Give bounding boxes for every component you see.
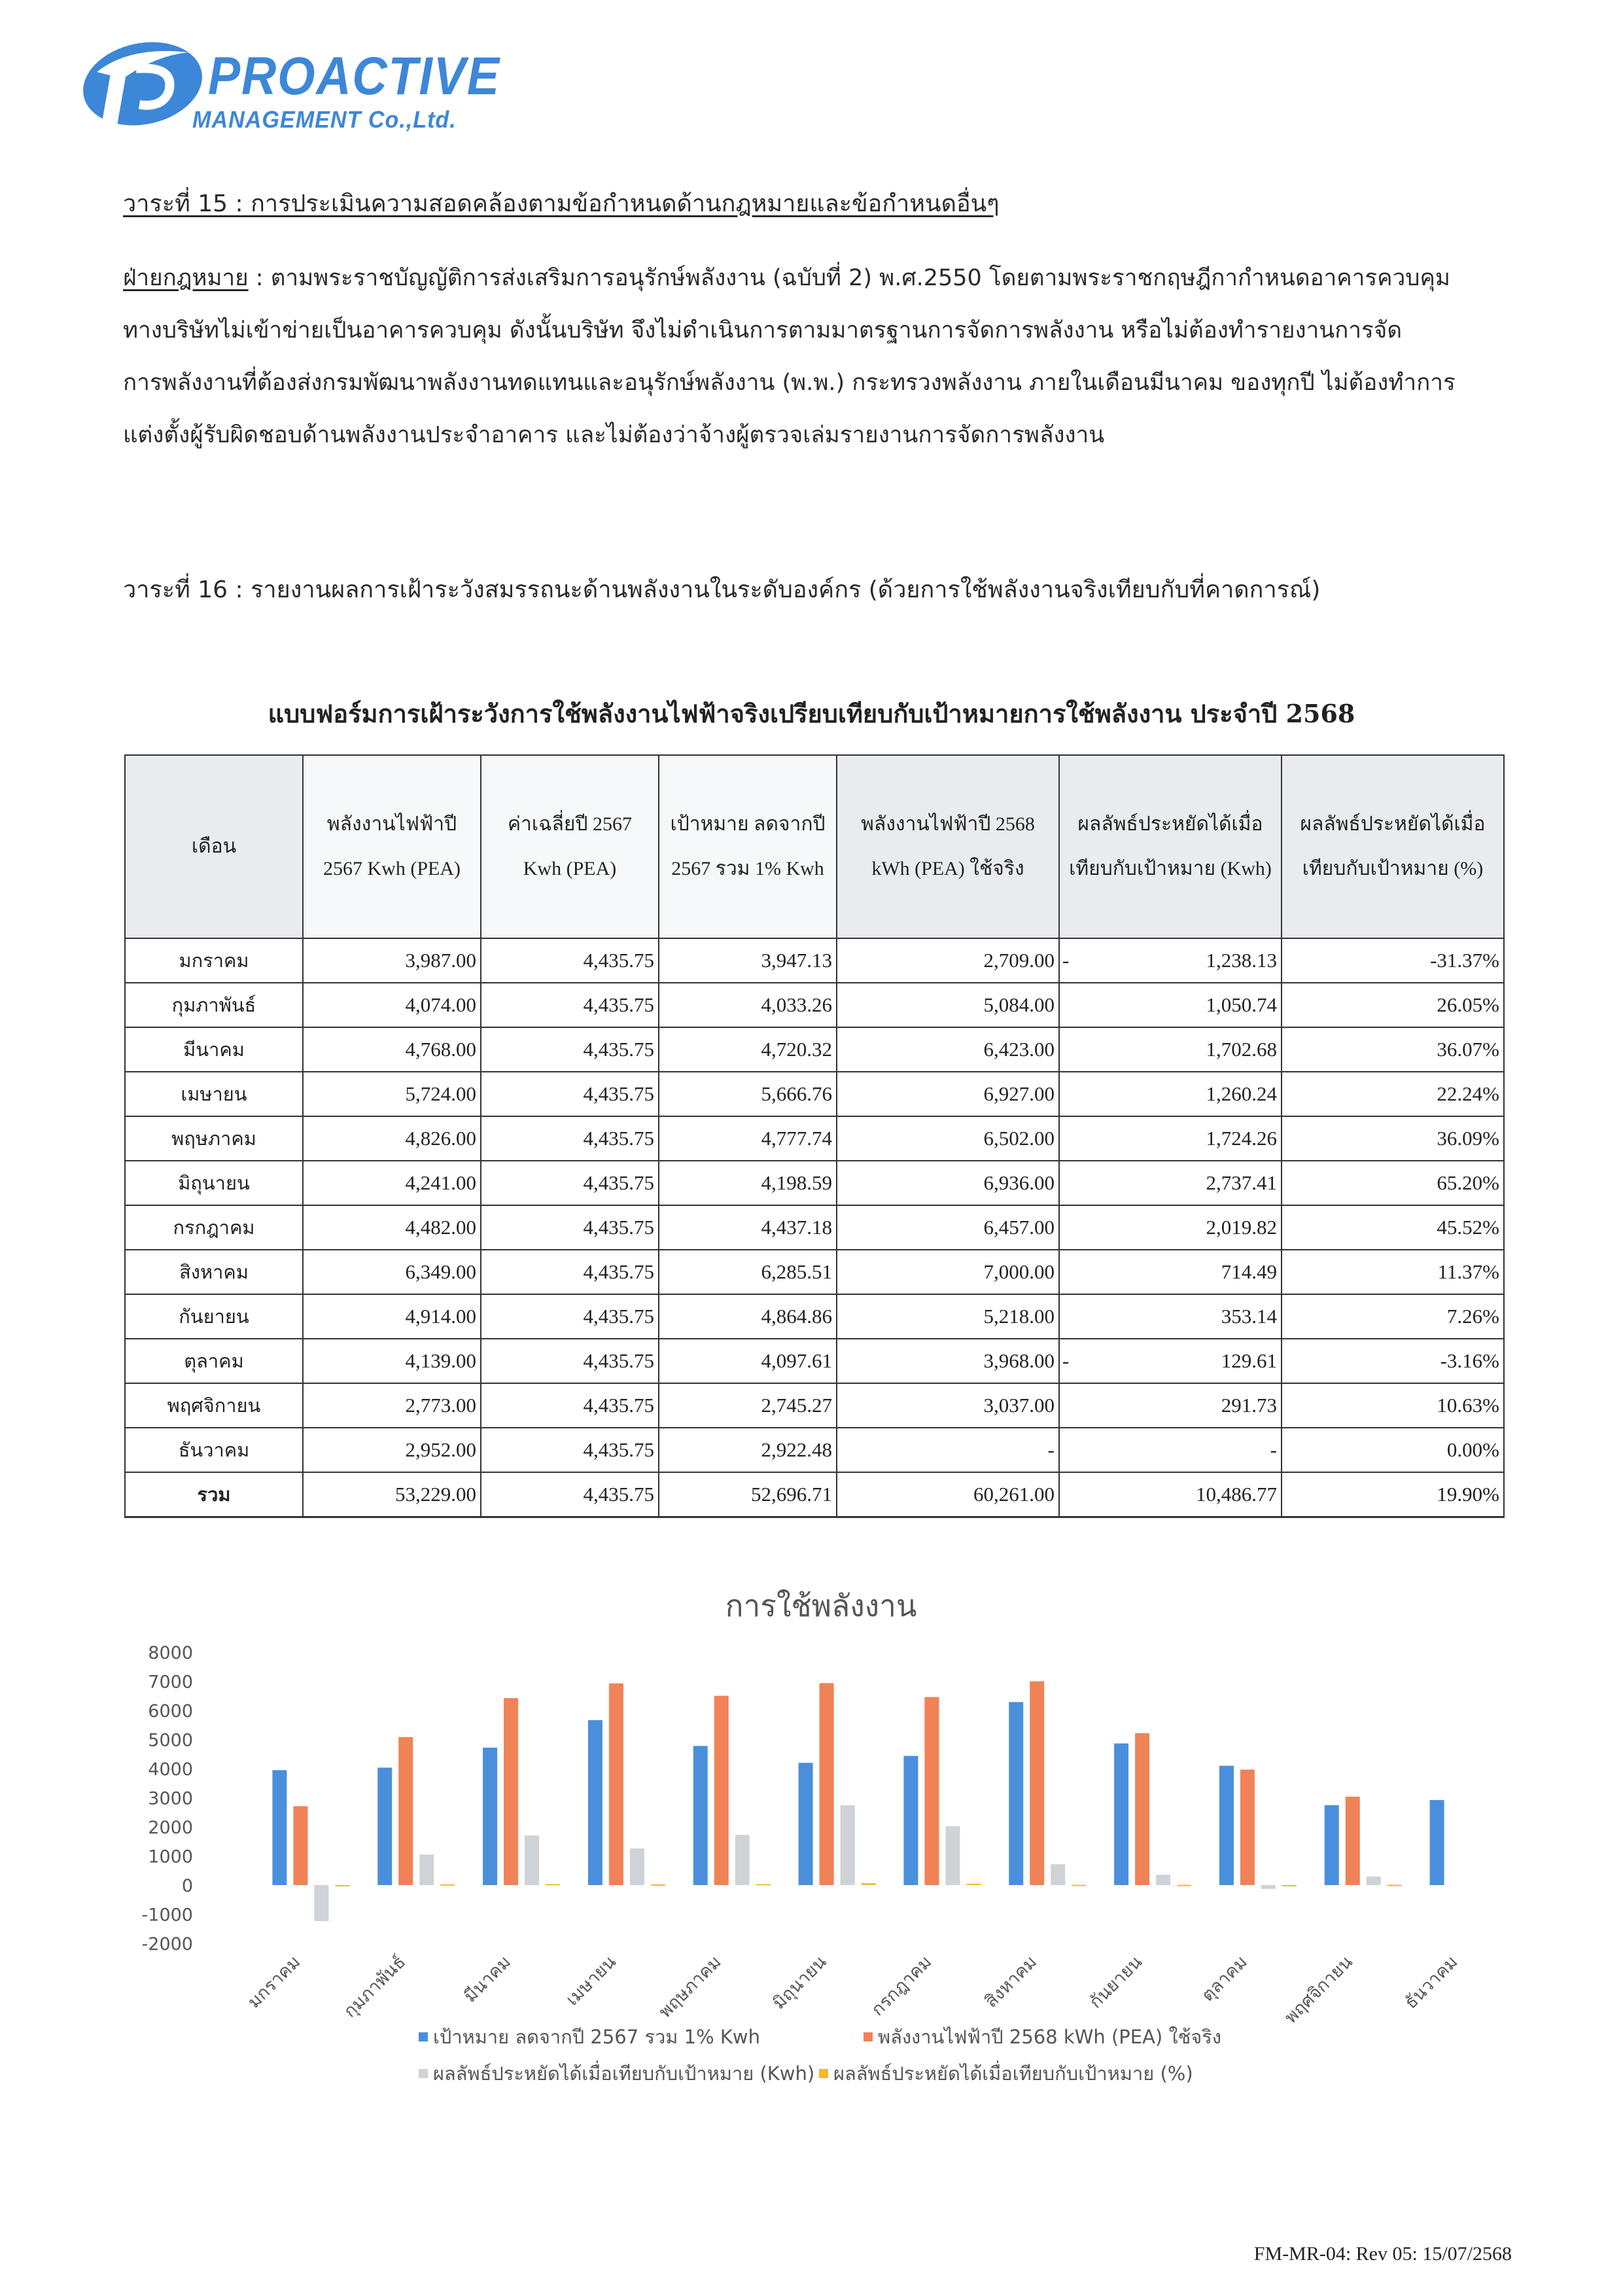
- y2567-cell: 4,914.00: [303, 1294, 481, 1339]
- savings-percent-cell: 36.07%: [1282, 1027, 1504, 1072]
- savings-kwh-value: 1,702.68: [1206, 1038, 1277, 1061]
- savings-kwh-cell: [1059, 1294, 1282, 1339]
- bar-savings-percent: [756, 1884, 771, 1885]
- savings-kwh-value: 353.14: [1221, 1305, 1277, 1328]
- header-actual-2568: พลังงานไฟฟ้าปี 2568 kWh (PEA) ใช้จริง: [837, 755, 1059, 938]
- bar-target: [588, 1720, 602, 1885]
- y-tick-label: 3000: [148, 1788, 193, 1809]
- legend-swatch: [419, 2069, 428, 2078]
- savings-kwh-value: 10,486.77: [1196, 1483, 1277, 1506]
- legend-swatch: [419, 2032, 428, 2041]
- company-logo: [77, 33, 500, 133]
- bar-target: [903, 1756, 918, 1885]
- header-month: เดือน: [125, 755, 303, 938]
- avg-cell: 4,435.75: [481, 1250, 659, 1294]
- energy-monitoring-table: [124, 754, 1505, 1518]
- bar-actual: [1030, 1682, 1044, 1886]
- section-15-paragraph: [123, 252, 1529, 461]
- month-cell: เมษายน: [125, 1072, 303, 1116]
- y2568-cell: 6,502.00: [837, 1116, 1059, 1161]
- y-tick-label: 8000: [148, 1643, 193, 1663]
- month-cell: กันยายน: [125, 1294, 303, 1339]
- table-row: [125, 1294, 1504, 1339]
- target-cell: 4,033.26: [659, 983, 837, 1027]
- y-tick-label: -1000: [141, 1905, 193, 1926]
- savings-kwh-cell: [1059, 1250, 1282, 1294]
- bar-target: [1114, 1744, 1128, 1885]
- y2568-cell: 2,709.00: [837, 938, 1059, 983]
- savings-kwh-value: 1,050.74: [1206, 993, 1277, 1016]
- y2568-cell: 6,936.00: [837, 1161, 1059, 1205]
- y-tick-label: 6000: [148, 1701, 193, 1722]
- bar-savings-percent: [440, 1884, 455, 1886]
- bar-savings-percent: [651, 1884, 665, 1886]
- savings-kwh-cell: [1059, 1072, 1282, 1116]
- y2568-cell: 6,423.00: [837, 1027, 1059, 1072]
- bar-savings-kwh: [945, 1826, 960, 1885]
- bar-savings-kwh: [841, 1805, 855, 1885]
- target-cell: 4,097.61: [659, 1339, 837, 1383]
- month-cell: พฤษภาคม: [125, 1116, 303, 1161]
- x-tick-label: พฤศจิกายน: [1280, 1952, 1357, 2028]
- bar-actual: [714, 1696, 729, 1885]
- bar-target: [1219, 1766, 1234, 1885]
- x-tick-label: กุมภาพันธ์: [340, 1952, 410, 2022]
- bar-actual: [820, 1683, 834, 1885]
- y2568-cell: 3,968.00: [837, 1339, 1059, 1383]
- paragraph-line-3: การพลังงานที่ต้องส่งกรมพัฒนาพลังงานทดแทนและอนุรักษ์พลังงาน (พ.พ.) กระทรวงพลังงาน ภายในเดือนมีนาคม ของทุกปี ไม่ต้องทำการ: [123, 370, 1456, 396]
- y-tick-label: 1000: [148, 1846, 193, 1867]
- y2567-cell: 53,229.00: [303, 1472, 481, 1517]
- table-row: [125, 1116, 1504, 1161]
- legend-item-savings-percent: ผลลัพธ์ประหยัดได้เมื่อเทียบกับเป้าหมาย (%): [819, 2058, 1193, 2089]
- target-cell: 3,947.13: [659, 938, 837, 983]
- x-tick-label: ตุลาคม: [1197, 1952, 1251, 2006]
- savings-kwh-value: 1,724.26: [1206, 1127, 1277, 1150]
- bar-savings-kwh: [314, 1885, 328, 1921]
- bar-actual: [1240, 1769, 1255, 1885]
- y-tick-label: 7000: [148, 1672, 193, 1693]
- bar-savings-kwh: [419, 1854, 434, 1885]
- avg-cell: 4,435.75: [481, 1294, 659, 1339]
- x-tick-label: สิงหาคม: [981, 1952, 1041, 2012]
- savings-kwh-value: 291.73: [1221, 1394, 1277, 1417]
- x-tick-label: ธันวาคม: [1401, 1952, 1462, 2013]
- bar-target: [799, 1763, 813, 1885]
- y2567-cell: 4,241.00: [303, 1161, 481, 1205]
- x-tick-label: พฤษภาคม: [655, 1952, 725, 2022]
- target-cell: 6,285.51: [659, 1250, 837, 1294]
- savings-kwh-cell: [1059, 1027, 1282, 1072]
- savings-kwh-cell: [1059, 1428, 1282, 1472]
- savings-percent-cell: 7.26%: [1282, 1294, 1504, 1339]
- savings-percent-cell: 36.09%: [1282, 1116, 1504, 1161]
- paragraph-line-2: ทางบริษัทไม่เข้าข่ายเป็นอาคารควบคุม ดังนั้นบริษัท จึงไม่ดำเนินการตามมาตรฐานการจัดการพลังงาน หรือไม่ต้องทำรายงานการจัด: [123, 317, 1403, 344]
- table-row: [125, 983, 1504, 1027]
- savings-percent-cell: 10.63%: [1282, 1383, 1504, 1428]
- avg-cell: 4,435.75: [481, 1339, 659, 1383]
- avg-cell: 4,435.75: [481, 1116, 659, 1161]
- legend-swatch: [819, 2069, 828, 2078]
- legend-item-target: เป้าหมาย ลดจากปี 2567 รวม 1% Kwh: [419, 2022, 760, 2052]
- y2567-cell: 4,826.00: [303, 1116, 481, 1161]
- table-row: [125, 938, 1504, 983]
- table-row: [125, 1161, 1504, 1205]
- y2567-cell: 4,482.00: [303, 1205, 481, 1250]
- target-cell: 52,696.71: [659, 1472, 837, 1517]
- bar-actual: [924, 1697, 939, 1885]
- month-cell: มิถุนายน: [125, 1161, 303, 1205]
- bar-target: [1325, 1805, 1339, 1885]
- document-code: FM-MR-04: Rev 05: 15/07/2568: [1253, 2243, 1512, 2265]
- savings-percent-cell: -3.16%: [1282, 1339, 1504, 1383]
- logo-main-text: PROACTIVE: [208, 46, 500, 106]
- avg-cell: 4,435.75: [481, 983, 659, 1027]
- savings-kwh-value: 2,019.82: [1206, 1216, 1277, 1239]
- avg-cell: 4,435.75: [481, 1472, 659, 1517]
- savings-percent-cell: 26.05%: [1282, 983, 1504, 1027]
- avg-cell: 4,435.75: [481, 1161, 659, 1205]
- avg-cell: 4,435.75: [481, 1383, 659, 1428]
- bar-savings-kwh: [1367, 1877, 1381, 1885]
- energy-usage-chart: [118, 1570, 1524, 2107]
- target-cell: 4,720.32: [659, 1027, 837, 1072]
- month-cell: สิงหาคม: [125, 1250, 303, 1294]
- savings-kwh-cell: [1059, 1205, 1282, 1250]
- y-tick-label: 5000: [148, 1730, 193, 1751]
- bar-savings-percent: [1387, 1885, 1402, 1886]
- y2567-cell: 4,139.00: [303, 1339, 481, 1383]
- logo-sub-text: MANAGEMENT Co.,Ltd.: [192, 106, 457, 133]
- bar-savings-percent: [546, 1884, 560, 1885]
- x-tick-label: มีนาคม: [460, 1952, 515, 2007]
- savings-kwh-value: 129.61: [1221, 1349, 1277, 1372]
- table-row: [125, 1072, 1504, 1116]
- x-tick-label: มิถุนายน: [769, 1952, 831, 2014]
- target-cell: 5,666.76: [659, 1072, 837, 1116]
- savings-kwh-cell: [1059, 1116, 1282, 1161]
- y2568-cell: 60,261.00: [837, 1472, 1059, 1517]
- bar-actual: [609, 1684, 623, 1885]
- month-cell: มกราคม: [125, 938, 303, 983]
- bar-savings-kwh: [1156, 1875, 1170, 1885]
- section-15-title: วาระที่ 15 : การประเมินความสอดคล้องตามข้อกำหนดด้านกฎหมายและข้อกำหนดอื่นๆ: [123, 190, 1000, 217]
- bar-actual: [504, 1698, 518, 1885]
- savings-kwh-value: -: [1270, 1438, 1277, 1461]
- target-cell: 4,198.59: [659, 1161, 837, 1205]
- bar-target: [272, 1770, 287, 1885]
- bar-savings-kwh: [1261, 1885, 1276, 1889]
- y-tick-label: 4000: [148, 1759, 193, 1780]
- savings-kwh-cell: [1059, 1339, 1282, 1383]
- table-row: [125, 1383, 1504, 1428]
- month-cell: รวม: [125, 1472, 303, 1517]
- table-row: [125, 1205, 1504, 1250]
- savings-kwh-cell: [1059, 1472, 1282, 1517]
- bar-target: [1009, 1702, 1023, 1885]
- savings-kwh-value: 714.49: [1221, 1260, 1277, 1283]
- y2568-cell: -: [837, 1428, 1059, 1472]
- y2568-cell: 6,457.00: [837, 1205, 1059, 1250]
- header-target: เป้าหมาย ลดจากปี 2567 รวม 1% Kwh: [659, 755, 837, 938]
- table-header-row: [125, 755, 1504, 938]
- month-cell: กรกฎาคม: [125, 1205, 303, 1250]
- bar-savings-percent: [1282, 1885, 1297, 1886]
- y2567-cell: 4,074.00: [303, 983, 481, 1027]
- x-tick-label: กรกฎาคม: [867, 1952, 936, 2021]
- savings-percent-cell: 65.20%: [1282, 1161, 1504, 1205]
- bar-actual: [293, 1806, 307, 1885]
- y2567-cell: 6,349.00: [303, 1250, 481, 1294]
- savings-kwh-value: 2,737.41: [1206, 1171, 1277, 1194]
- y-tick-label: 2000: [148, 1818, 193, 1838]
- legal-dept-label: ฝ่ายกฎหมาย: [123, 265, 249, 291]
- month-cell: ธันวาคม: [125, 1428, 303, 1472]
- bar-target: [483, 1748, 497, 1885]
- bar-target: [1430, 1800, 1444, 1885]
- target-cell: 2,745.27: [659, 1383, 837, 1428]
- paragraph-line-1: ฝ่ายกฎหมาย : ตามพระราชบัญญัติการส่งเสริมการอนุรักษ์พลังงาน (ฉบับที่ 2) พ.ศ.2550 โดยตามพระราชกฤษฎีกากำหนดอาคารควบคุม: [123, 265, 1450, 291]
- savings-kwh-cell: [1059, 1383, 1282, 1428]
- target-cell: 4,777.74: [659, 1116, 837, 1161]
- table-row: [125, 1027, 1504, 1072]
- legend-item-actual: พลังงานไฟฟ้าปี 2568 kWh (PEA) ใช้จริง: [864, 2022, 1221, 2052]
- chart-plot-area: [118, 1570, 1524, 2028]
- avg-cell: 4,435.75: [481, 1428, 659, 1472]
- month-cell: พฤศจิกายน: [125, 1383, 303, 1428]
- savings-percent-cell: 45.52%: [1282, 1205, 1504, 1250]
- legend-item-savings-kwh: ผลลัพธ์ประหยัดได้เมื่อเทียบกับเป้าหมาย (Kwh): [419, 2058, 814, 2089]
- bar-savings-kwh: [735, 1835, 750, 1885]
- target-cell: 4,437.18: [659, 1205, 837, 1250]
- y-tick-label: 0: [181, 1876, 193, 1896]
- bar-savings-kwh: [1051, 1864, 1065, 1885]
- month-cell: กุมภาพันธ์: [125, 983, 303, 1027]
- bar-savings-percent: [966, 1884, 981, 1885]
- target-cell: 2,922.48: [659, 1428, 837, 1472]
- section-16-title: วาระที่ 16 : รายงานผลการเฝ้าระวังสมรรถนะด้านพลังงานในระดับองค์กร (ด้วยการใช้พลังงานจริงเทียบกับที่คาดการณ์): [123, 576, 1321, 603]
- bar-savings-kwh: [630, 1848, 644, 1885]
- target-cell: 4,864.86: [659, 1294, 837, 1339]
- y2568-cell: 3,037.00: [837, 1383, 1059, 1428]
- savings-kwh-cell: [1059, 983, 1282, 1027]
- month-cell: มีนาคม: [125, 1027, 303, 1072]
- y2568-cell: 7,000.00: [837, 1250, 1059, 1294]
- table-row: [125, 1339, 1504, 1383]
- table-row: [125, 1250, 1504, 1294]
- x-tick-label: มกราคม: [243, 1952, 305, 2013]
- y2567-cell: 5,724.00: [303, 1072, 481, 1116]
- avg-cell: 4,435.75: [481, 1072, 659, 1116]
- logo-emblem-icon: [77, 33, 208, 131]
- month-cell: ตุลาคม: [125, 1339, 303, 1383]
- avg-cell: 4,435.75: [481, 1205, 659, 1250]
- savings-percent-cell: 22.24%: [1282, 1072, 1504, 1116]
- y2567-cell: 4,768.00: [303, 1027, 481, 1072]
- header-average-2567: ค่าเฉลี่ยปี 2567 Kwh (PEA): [481, 755, 659, 938]
- y2568-cell: 5,218.00: [837, 1294, 1059, 1339]
- bar-target: [377, 1768, 392, 1885]
- header-savings-kwh: ผลลัพธ์ประหยัดได้เมื่อ เทียบกับเป้าหมาย (Kwh): [1059, 755, 1282, 938]
- bar-savings-percent: [1072, 1884, 1086, 1886]
- paragraph-line-4: แต่งตั้งผู้รับผิดชอบด้านพลังงานประจำอาคาร และไม่ต้องว่าจ้างผู้ตรวจเล่มรายงานการจัดการพลังงาน: [123, 422, 1105, 448]
- chart-title: การใช้พลังงาน: [725, 1588, 917, 1623]
- table-title: แบบฟอร์มการเฝ้าระวังการใช้พลังงานไฟฟ้าจริงเปรียบเทียบกับเป้าหมายการใช้พลังงาน ประจำปี 2568: [268, 699, 1355, 728]
- table-row: [125, 1428, 1504, 1472]
- savings-percent-cell: 19.90%: [1282, 1472, 1504, 1517]
- savings-kwh-value: 1,260.24: [1206, 1082, 1277, 1105]
- y2567-cell: 3,987.00: [303, 938, 481, 983]
- avg-cell: 4,435.75: [481, 1027, 659, 1072]
- y2567-cell: 2,773.00: [303, 1383, 481, 1428]
- negative-mark: -: [1062, 1349, 1070, 1372]
- bar-actual: [398, 1737, 413, 1885]
- savings-kwh-cell: [1059, 1161, 1282, 1205]
- bar-savings-kwh: [525, 1835, 539, 1885]
- x-tick-label: เมษายน: [562, 1952, 620, 2010]
- savings-percent-cell: 0.00%: [1282, 1428, 1504, 1472]
- y2567-cell: 2,952.00: [303, 1428, 481, 1472]
- y-tick-label: -2000: [141, 1934, 193, 1954]
- savings-percent-cell: -31.37%: [1282, 938, 1504, 983]
- x-tick-label: กันยายน: [1085, 1952, 1147, 2013]
- header-savings-percent: ผลลัพธ์ประหยัดได้เมื่อ เทียบกับเป้าหมาย (%): [1282, 755, 1504, 938]
- bar-savings-percent: [335, 1885, 349, 1886]
- y2568-cell: 6,927.00: [837, 1072, 1059, 1116]
- bar-actual: [1346, 1797, 1360, 1885]
- header-energy-2567: พลังงานไฟฟ้าปี 2567 Kwh (PEA): [303, 755, 481, 938]
- negative-mark: -: [1062, 949, 1070, 972]
- savings-percent-cell: 11.37%: [1282, 1250, 1504, 1294]
- y2568-cell: 5,084.00: [837, 983, 1059, 1027]
- legend-swatch: [864, 2032, 873, 2041]
- savings-kwh-cell: [1059, 938, 1282, 983]
- table-total-row: [125, 1472, 1504, 1517]
- bar-target: [693, 1746, 708, 1885]
- bar-actual: [1135, 1733, 1149, 1885]
- savings-kwh-value: 1,238.13: [1206, 949, 1277, 972]
- bar-savings-percent: [862, 1883, 876, 1885]
- avg-cell: 4,435.75: [481, 938, 659, 983]
- bar-savings-percent: [1177, 1885, 1191, 1886]
